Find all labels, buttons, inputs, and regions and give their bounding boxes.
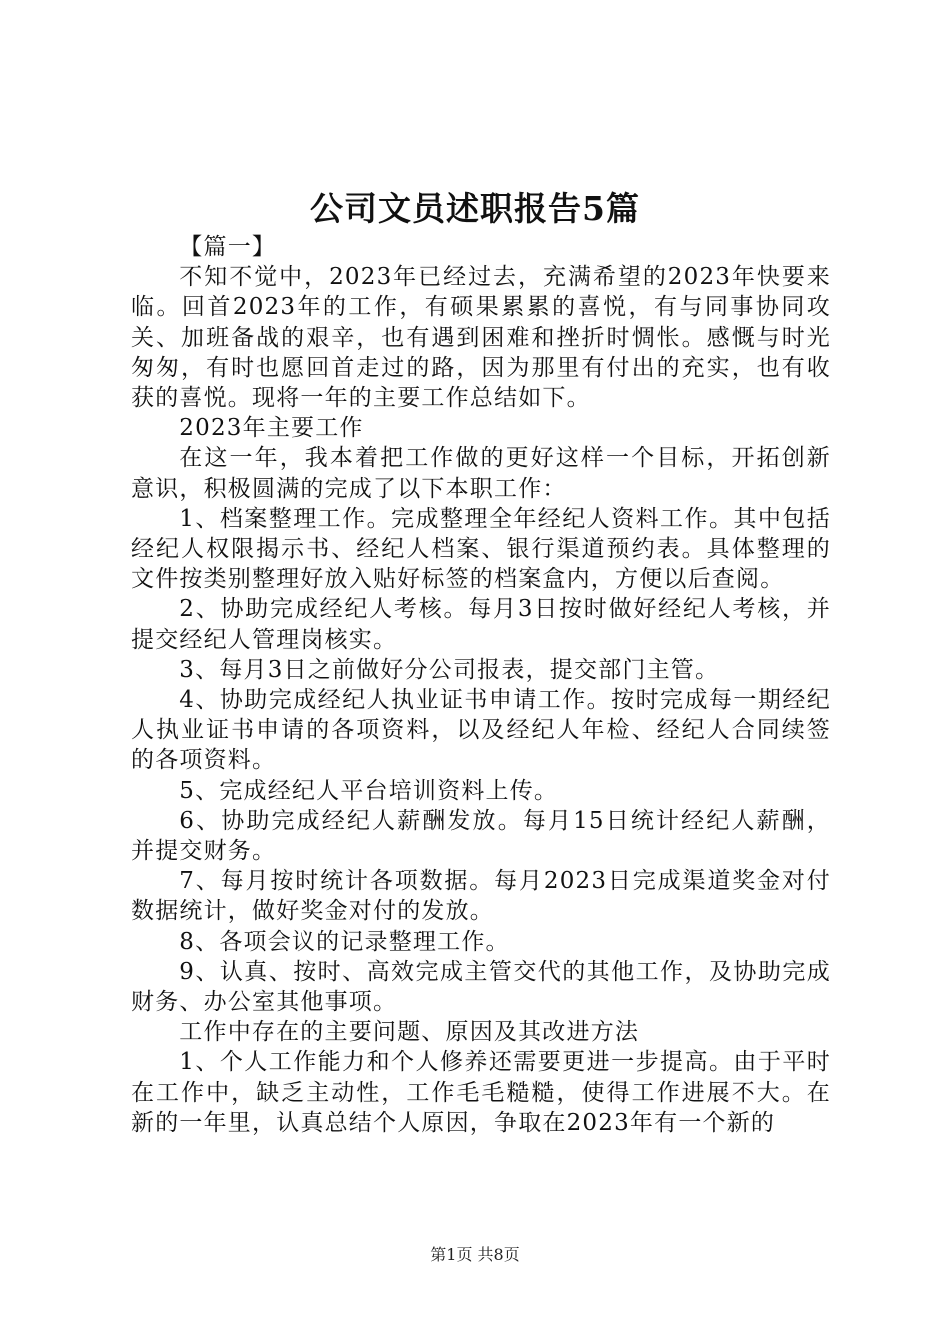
page-number: 第1页 共8页: [430, 1245, 520, 1264]
paragraph: 不知不觉中，2023年已经过去，充满希望的2023年快要来临。回首2023年的工作，有硕果累累的喜悦，有与同事协同攻关、加班备战的艰辛，也有遇到困难和挫折时惆怅。感慨与时光匆匆，有时也愿回首走过的路，因为那里有付出的充实，也有收获的喜悦。现将一年的主要工作总结如下。: [131, 264, 831, 412]
list-item: 1、档案整理工作。完成整理全年经纪人资料工作。其中包括经纪人权限揭示书、经纪人档案、银行渠道预约表。具体整理的文件按类别整理好放入贴好标签的档案盒内，方便以后查阅。: [131, 505, 831, 593]
section-heading: 【篇一】: [179, 234, 277, 260]
subheading: 工作中存在的主要问题、原因及其改进方法: [179, 1019, 640, 1046]
list-item: 9、认真、按时、高效完成主管交代的其他工作，及协助完成财务、办公室其他事项。: [131, 958, 831, 1016]
document-body: [131, 232, 831, 1138]
list-item: 1、个人工作能力和个人修养还需要更进一步提高。由于平时在工作中，缺乏主动性，工作毛毛糙糙，使得工作进展不大。在新的一年里，认真总结个人原因，争取在2023年有一个新的: [131, 1049, 831, 1136]
list-item: 7、每月按时统计各项数据。每月2023日完成渠道奖金对付数据统计，做好奖金对付的发放。: [131, 868, 831, 925]
list-item: 6、协助完成经纪人薪酬发放。每月15日统计经纪人薪酬，并提交财务。: [131, 807, 831, 865]
list-item: 5、完成经纪人平台培训资料上传。: [179, 777, 559, 804]
subheading: 2023年主要工作: [179, 415, 364, 442]
list-item: 8、各项会议的记录整理工作。: [179, 928, 510, 955]
document-title: 公司文员述职报告5篇: [310, 189, 640, 228]
list-item: 2、协助完成经纪人考核。每月3日按时做好经纪人考核，并提交经纪人管理岗核实。: [131, 596, 831, 653]
paragraph: 在这一年，我本着把工作做的更好这样一个目标，开拓创新意识，积极圆满的完成了以下本职工作：: [131, 445, 831, 502]
list-item: 3、每月3日之前做好分公司报表，提交部门主管。: [179, 656, 720, 683]
list-item: 4、协助完成经纪人执业证书申请工作。按时完成每一期经纪人执业证书申请的各项资料，以及经纪人年检、经纪人合同续签的各项资料。: [131, 687, 831, 774]
